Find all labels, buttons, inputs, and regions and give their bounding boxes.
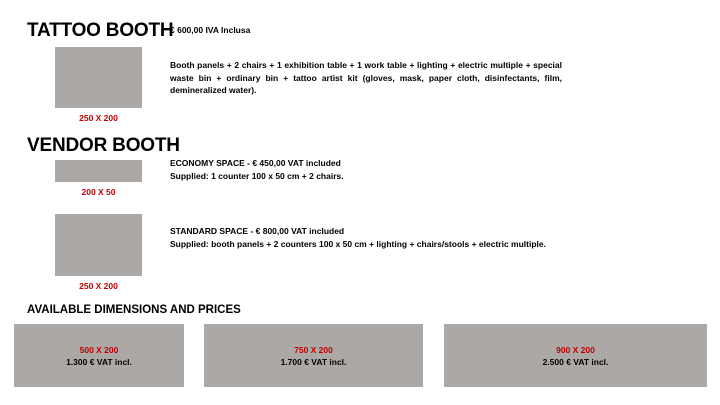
standard-space-dimension: 250 X 200 — [79, 281, 118, 291]
tattoo-booth-dimension: 250 X 200 — [79, 113, 118, 123]
economy-space-heading: ECONOMY SPACE - € 450,00 VAT included — [170, 158, 341, 168]
tattoo-booth-title: TATTOO BOOTH — [27, 20, 174, 41]
economy-space-supplied: Supplied: 1 counter 100 x 50 cm + 2 chairs. — [170, 170, 344, 181]
economy-space-text — [170, 157, 562, 182]
price-option — [14, 324, 184, 387]
standard-space-text — [170, 225, 562, 250]
price-option-dimension: 500 X 200 — [79, 344, 119, 355]
tattoo-booth-description: Booth panels + 2 chairs + 1 exhibition table + 1 work table + lighting + electric multiple + special waste bin + ordinary bin + tattoo artist kit (gloves, mask, paper cloth, disinfectants, film, demineralized water). — [170, 60, 562, 95]
tattoo-booth-price: € 600,00 IVA Inclusa — [170, 25, 251, 35]
standard-space-image — [55, 214, 142, 276]
economy-space-image — [55, 160, 142, 182]
vendor-booth-title: VENDOR BOOTH — [27, 135, 180, 156]
economy-space-dimension: 200 X 50 — [81, 187, 116, 197]
price-option — [444, 324, 707, 387]
price-option-price: 1.300 € VAT incl. — [66, 356, 132, 367]
price-option-price: 2.500 € VAT incl. — [542, 356, 609, 367]
price-option-price: 1.700 € VAT incl. — [280, 356, 347, 367]
price-option-dimension: 750 X 200 — [294, 344, 333, 355]
standard-space-supplied: Supplied: booth panels + 2 counters 100 x 50 cm + lighting + chairs/stools + electric multiple. — [170, 238, 546, 249]
price-option-dimension: 900 X 200 — [556, 344, 595, 355]
standard-space-heading: STANDARD SPACE - € 800,00 VAT included — [170, 226, 345, 236]
available-dimensions-title: AVAILABLE DIMENSIONS AND PRICES — [27, 304, 241, 316]
price-option — [204, 324, 423, 387]
tattoo-booth-image — [55, 47, 142, 108]
